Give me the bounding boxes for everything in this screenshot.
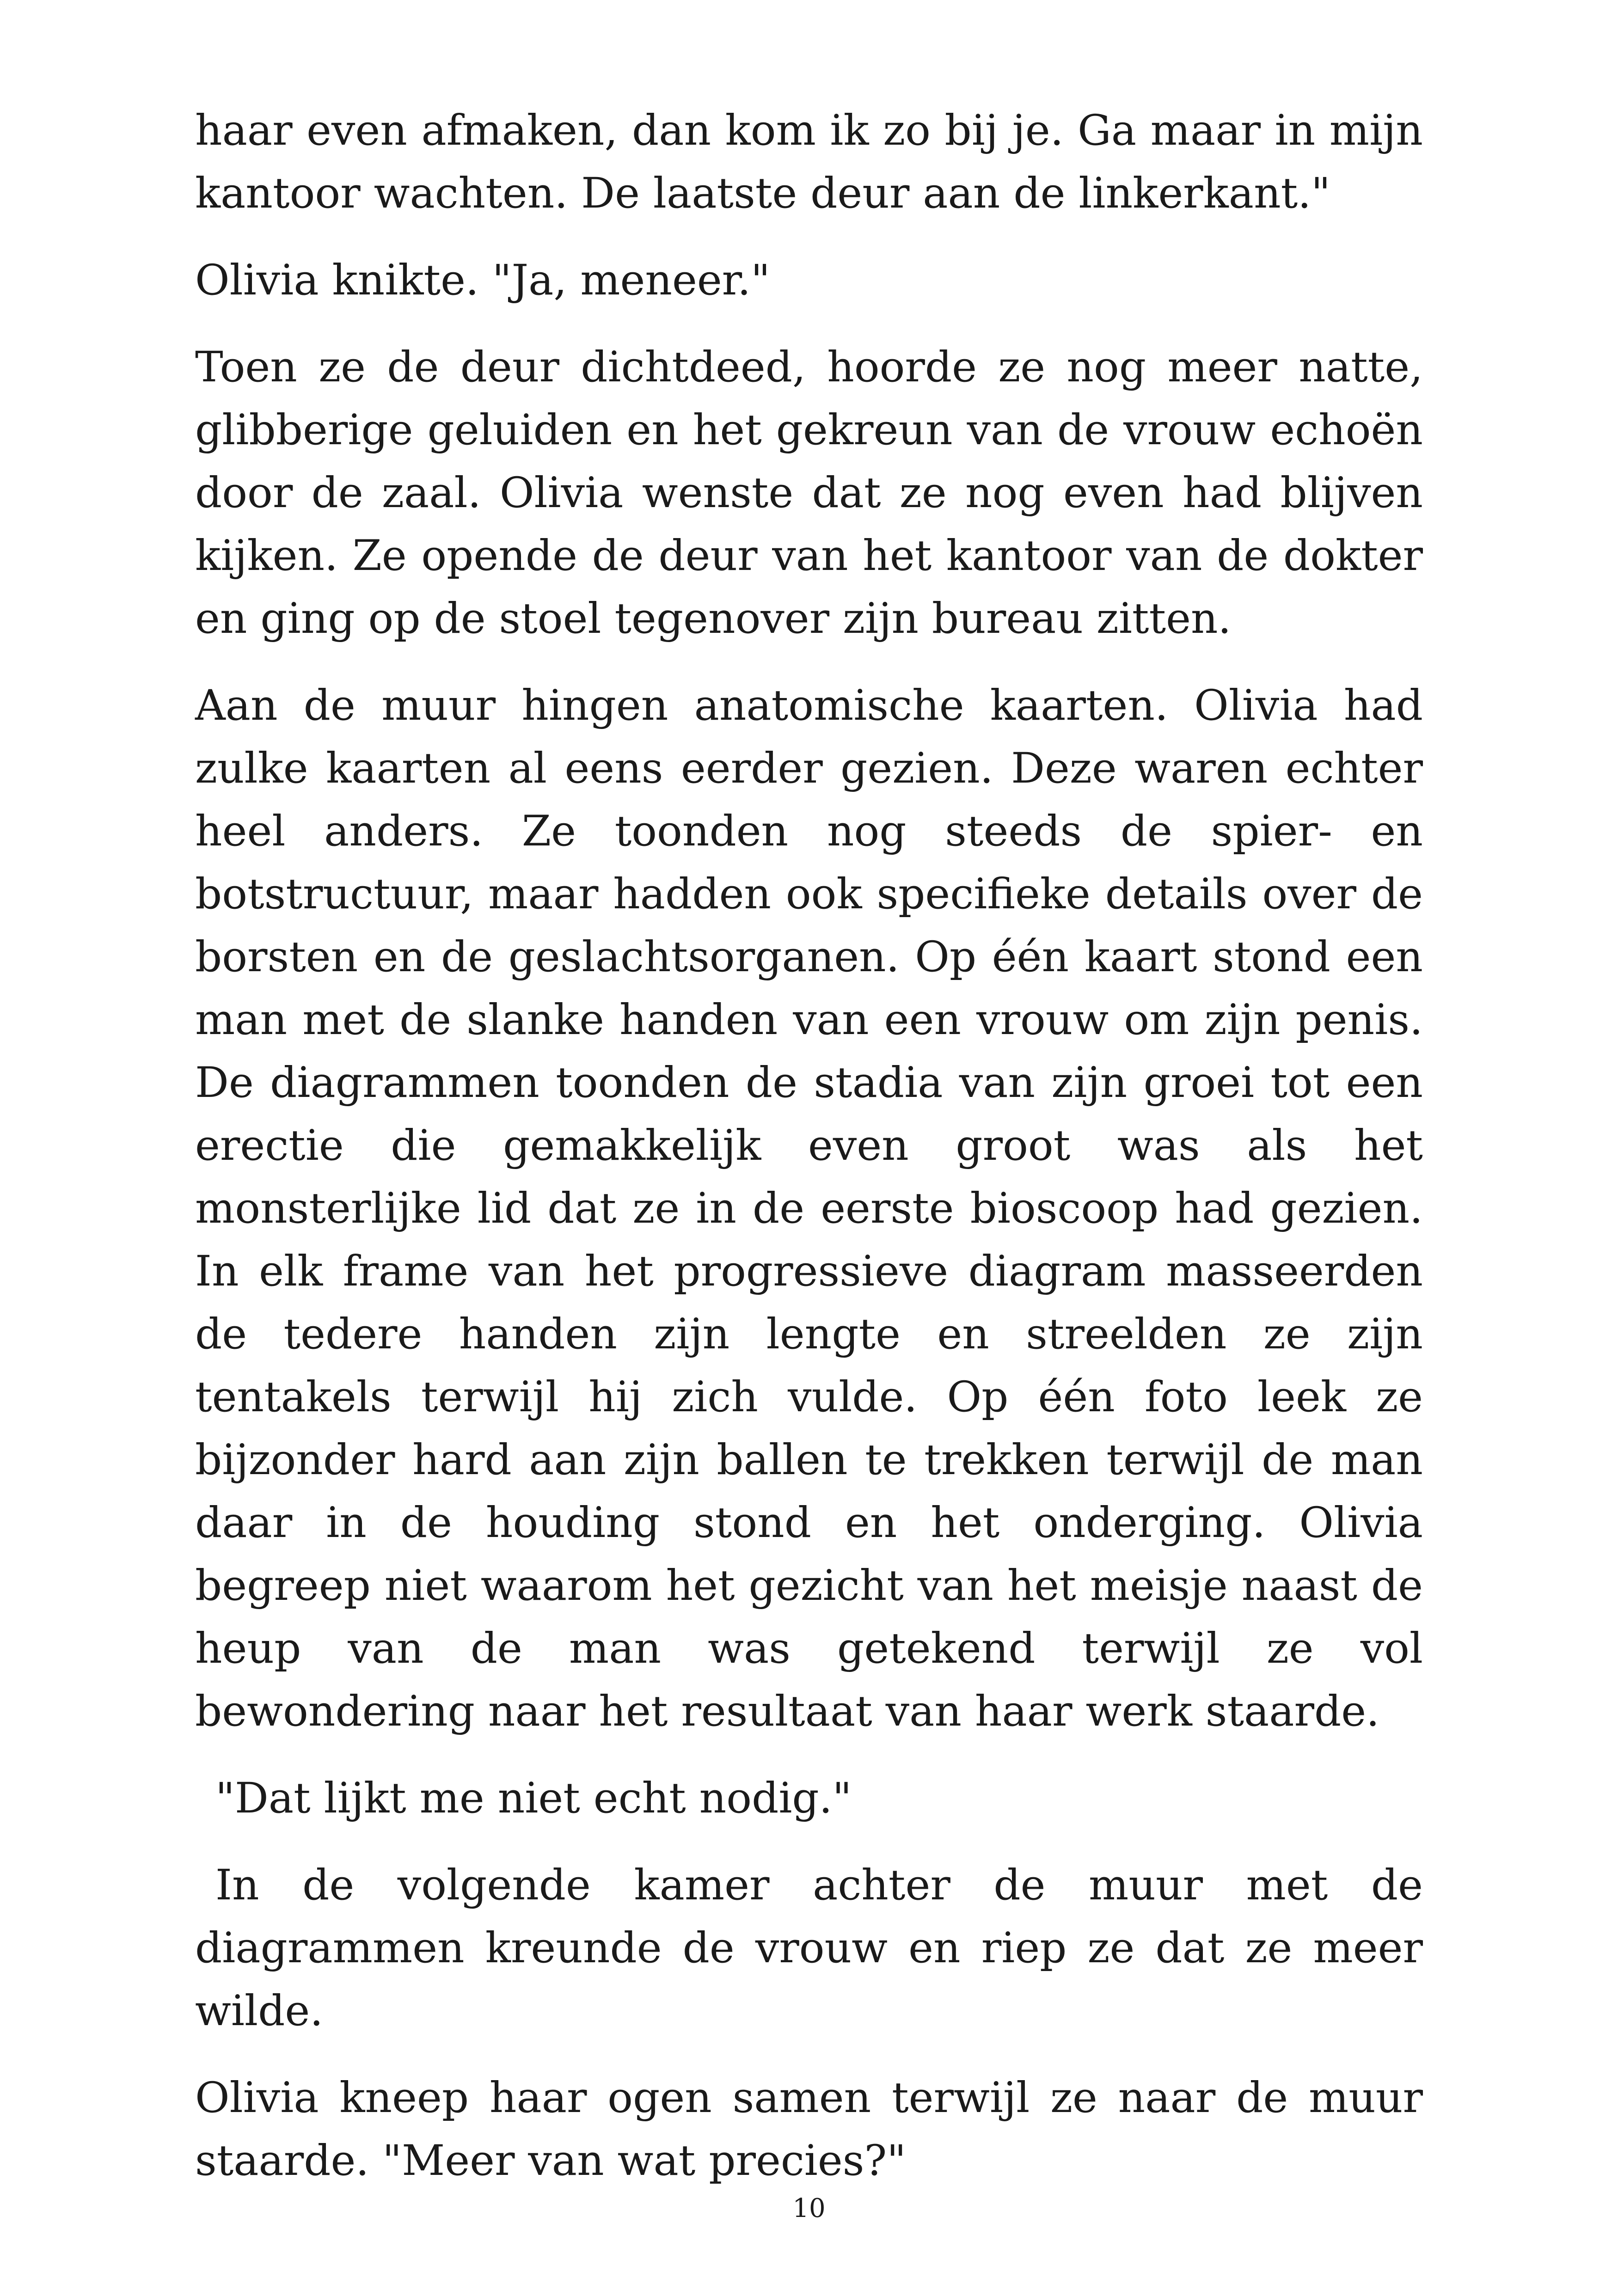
paragraph-5: "Dat lijkt me niet echt nodig." — [215, 1774, 852, 1823]
paragraph-6: In de volgende kamer achter de muur met de diagrammen kreunde de vrouw en riep ze dat ze meer wilde. — [195, 1861, 1423, 2035]
page-number: 10 — [792, 2193, 826, 2223]
paragraph-3: Toen ze de deur dichtdeed, hoorde ze nog meer natte, glibberige geluiden en het gekreun van de vrouw echoën door de zaal. Olivia wenste dat ze nog even had blijven kijken. Ze opende de deur van het kantoor van de dokter en ging op de stoel tegenover zijn bureau zitten. — [195, 343, 1423, 643]
body-text — [195, 99, 1423, 2216]
paragraph-2: Olivia knikte. "Ja, meneer." — [195, 256, 770, 305]
paragraph-1: haar even afmaken, dan kom ik zo bij je. Ga maar in mijn kantoor wachten. De laatste deur aan de linkerkant." — [195, 106, 1423, 218]
paragraph-7: Olivia kneep haar ogen samen terwijl ze naar de muur staarde. "Meer van wat precies?" — [195, 2074, 1423, 2185]
paragraph-4: Aan de muur hingen anatomische kaarten. Olivia had zulke kaarten al eens eerder gezien. Deze waren echter heel anders. Ze toonden nog steeds de spier- en botstructuur, maar hadden ook specifieke details over de borsten en de geslachtsorganen. Op één kaart stond een man met de slanke handen van een vrouw om zijn penis. De diagrammen toonden de stadia van zijn groei tot een erectie die gemakkelijk even groot was als het monsterlijke lid dat ze in de eerste bioscoop had gezien. In elk frame van het progressieve diagram masseerden de tedere handen zijn lengte en streelden ze zijn tentakels terwijl hij zich vulde. Op één foto leek ze bijzonder hard aan zijn ballen te trekken terwijl de man daar in de houding stond en het onderging. Olivia begreep niet waarom het gezicht van het meisje naast de heup van de man was getekend terwijl ze vol bewondering naar het resultaat van haar werk staarde. — [195, 681, 1423, 1736]
